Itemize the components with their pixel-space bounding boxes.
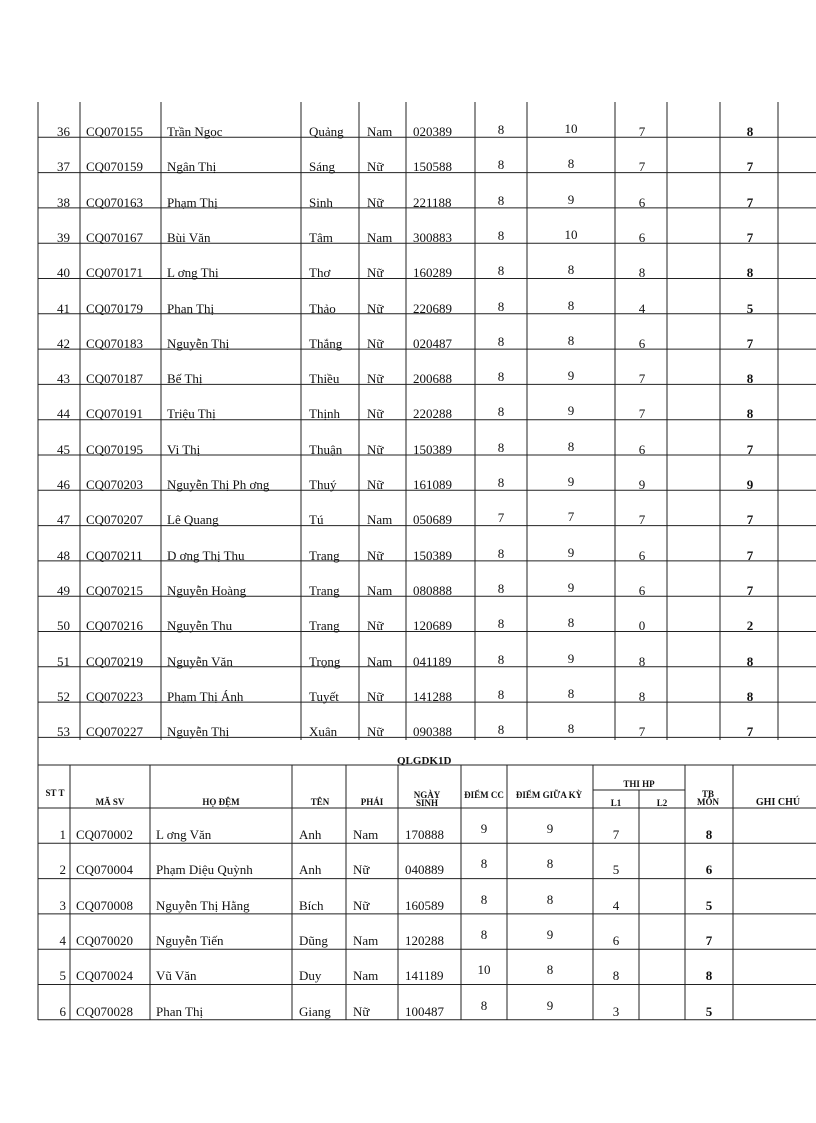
attendance-score: 8: [497, 227, 505, 243]
birth-date: 220288: [413, 406, 452, 422]
attendance-score: 8: [497, 122, 505, 137]
header-stt: ST T: [45, 788, 65, 798]
exam-attempt-1: 6: [638, 194, 646, 210]
exam-attempt-1: 9: [638, 477, 646, 492]
attendance-score: 8: [497, 263, 505, 279]
row-number: 40: [57, 265, 70, 281]
student-id: CQ070179: [86, 300, 144, 316]
student-id: CQ070223: [86, 688, 144, 704]
last-middle-name: Vi Thị: [167, 441, 201, 457]
header-gender: PHÁI: [360, 797, 384, 807]
first-name: Thảo: [309, 300, 336, 316]
average-score: 7: [746, 159, 754, 175]
midterm-score: 8: [567, 615, 575, 631]
average-score: 7: [746, 441, 754, 457]
row-number: 1: [59, 827, 66, 842]
gender: Nữ: [367, 688, 384, 704]
exam-attempt-1: 7: [638, 124, 646, 139]
midterm-score: 9: [567, 474, 575, 489]
birth-date: 220689: [413, 300, 452, 316]
average-score: 5: [705, 1003, 713, 1019]
exam-attempt-1: 5: [612, 862, 620, 878]
gender: Nam: [367, 229, 393, 245]
average-score: 7: [746, 229, 754, 245]
midterm-score: 9: [546, 926, 554, 942]
student-id: CQ070219: [86, 653, 144, 669]
student-id: CQ070171: [86, 265, 144, 281]
row-number: 43: [57, 371, 70, 387]
attendance-score: 8: [497, 369, 505, 385]
last-middle-name: Nguyễn Hoàng: [167, 582, 247, 598]
average-score: 6: [705, 862, 713, 878]
gender: Nữ: [367, 477, 384, 492]
birth-date: 050689: [413, 512, 452, 528]
row-number: 49: [57, 582, 70, 598]
birth-date: 150389: [413, 441, 452, 457]
first-name: Sinh: [309, 194, 333, 210]
header-notes: GHI CHÚ: [755, 797, 801, 808]
last-middle-name: Trần Ngọc: [167, 124, 223, 139]
birth-date: 120689: [413, 618, 452, 634]
header-first-name: TÊN: [310, 797, 330, 807]
birth-date: 300883: [413, 229, 452, 245]
first-name: Tuyết: [309, 688, 339, 704]
first-name: Thiều: [309, 371, 340, 387]
row-number: 46: [57, 477, 70, 492]
student-id: CQ070183: [86, 335, 144, 351]
average-score: 7: [746, 582, 754, 598]
average-score: 7: [746, 335, 754, 351]
exam-attempt-1: 7: [638, 724, 646, 740]
last-middle-name: Nguyễn Thu: [167, 618, 233, 634]
first-name: Thơ: [309, 265, 331, 281]
last-middle-name: Lê Quang: [167, 512, 219, 528]
row-number: 53: [57, 724, 70, 740]
first-name: Thuý: [309, 477, 337, 492]
first-name: Trọng: [309, 653, 341, 669]
midterm-score: 7: [567, 509, 575, 525]
midterm-score: 8: [567, 332, 575, 348]
gender: Nam: [353, 968, 379, 984]
first-name: Trang: [309, 547, 340, 563]
header-midterm-score: ĐIỂM GIỮA KỲ: [515, 790, 583, 800]
attendance-score: 8: [480, 891, 488, 907]
first-name: Anh: [299, 862, 322, 878]
last-middle-name: Nguyễn Thị Ph ơng: [167, 477, 270, 492]
birth-date: 120288: [405, 932, 444, 948]
row-number: 2: [59, 862, 66, 878]
average-score: 8: [705, 827, 713, 842]
row-number: 36: [57, 124, 70, 139]
birth-date: 020389: [413, 124, 452, 139]
row-number: 50: [57, 618, 70, 634]
student-id: CQ070163: [86, 194, 144, 210]
student-id: CQ070028: [76, 1003, 134, 1019]
first-name: Sáng: [309, 159, 335, 175]
attendance-score: 8: [497, 439, 505, 455]
row-number: 6: [59, 1003, 66, 1019]
birth-date: 150588: [413, 159, 452, 175]
average-score: 5: [705, 897, 713, 913]
average-score: 2: [746, 618, 754, 634]
header-last-middle-name: HỌ ĐỆM: [202, 797, 240, 807]
attendance-score: 8: [497, 475, 505, 490]
student-id: CQ070155: [86, 124, 144, 139]
last-middle-name: Phan Thị: [156, 1003, 204, 1019]
row-number: 52: [57, 688, 70, 704]
last-middle-name: Nguyễn Thị Hằng: [156, 897, 250, 913]
student-id: CQ070002: [76, 827, 134, 842]
birth-date: 090388: [413, 724, 452, 740]
first-name: Trang: [309, 618, 340, 634]
first-name: Anh: [299, 827, 322, 842]
birth-date: 200688: [413, 371, 452, 387]
birth-date: 040889: [405, 862, 444, 878]
attendance-score: 8: [497, 333, 505, 349]
exam-attempt-1: 6: [638, 582, 646, 598]
last-middle-name: Nguyễn Văn: [167, 653, 233, 669]
attendance-score: 8: [497, 651, 505, 667]
last-middle-name: Nguyễn Tiến: [156, 932, 224, 948]
birth-date: 041189: [413, 653, 452, 669]
student-id: CQ070020: [76, 932, 134, 948]
gender: Nữ: [367, 159, 384, 175]
birth-date: 221188: [413, 194, 452, 210]
attendance-score: 7: [497, 510, 505, 526]
exam-attempt-1: 8: [612, 968, 620, 984]
row-number: 41: [57, 300, 70, 316]
midterm-score: 8: [546, 962, 554, 978]
midterm-score: 10: [564, 121, 578, 136]
last-middle-name: Vũ Văn: [156, 968, 197, 984]
exam-attempt-1: 8: [638, 653, 646, 669]
average-score: 7: [746, 512, 754, 528]
student-id: CQ070187: [86, 371, 144, 387]
first-name: Quảng: [309, 124, 344, 139]
exam-attempt-1: 6: [638, 335, 646, 351]
header-exam-attempt-2: L2: [656, 798, 668, 808]
gender: Nữ: [353, 1003, 370, 1019]
exam-attempt-1: 3: [612, 1003, 620, 1019]
average-score: 9: [746, 477, 754, 492]
attendance-score: 9: [480, 821, 488, 836]
student-id: CQ070207: [86, 512, 144, 528]
gender: Nữ: [353, 897, 370, 913]
first-name: Dũng: [299, 932, 328, 948]
row-number: 38: [57, 194, 70, 210]
birth-date: 161089: [413, 477, 452, 492]
exam-attempt-1: 7: [638, 406, 646, 422]
average-score: 7: [705, 932, 713, 948]
last-middle-name: Phạm Thị: [167, 194, 218, 210]
exam-attempt-1: 8: [638, 265, 646, 281]
attendance-score: 8: [497, 192, 505, 208]
gender: Nam: [367, 124, 393, 139]
midterm-score: 9: [546, 997, 554, 1013]
gender: Nam: [353, 827, 379, 842]
last-middle-name: Ngân Thị: [167, 159, 217, 175]
midterm-score: 9: [567, 650, 575, 666]
gender: Nam: [367, 582, 393, 598]
exam-attempt-1: 6: [638, 229, 646, 245]
midterm-score: 9: [567, 368, 575, 384]
attendance-score: 10: [477, 962, 491, 978]
birth-date: 160289: [413, 265, 452, 281]
row-number: 47: [57, 512, 70, 528]
average-score: 5: [746, 300, 754, 316]
attendance-score: 8: [480, 997, 488, 1013]
last-middle-name: Phan Thị: [167, 300, 215, 316]
midterm-score: 9: [567, 579, 575, 595]
gender: Nữ: [367, 724, 384, 740]
row-number: 4: [59, 932, 66, 948]
first-name: Thịnh: [309, 406, 341, 422]
exam-attempt-1: 6: [612, 932, 620, 948]
birth-date: 141189: [405, 968, 444, 984]
row-number: 37: [57, 159, 70, 175]
exam-attempt-1: 4: [612, 897, 620, 913]
last-middle-name: Triệu Thị: [167, 406, 216, 422]
midterm-score: 8: [546, 891, 554, 907]
student-id: CQ070216: [86, 618, 144, 634]
attendance-score: 8: [497, 157, 505, 173]
gender: Nữ: [367, 300, 384, 316]
exam-attempt-1: 7: [638, 371, 646, 387]
row-number: 44: [57, 406, 70, 422]
attendance-score: 8: [497, 686, 505, 702]
row-number: 5: [59, 968, 66, 984]
attendance-score: 8: [497, 404, 505, 420]
header-final-exam: THI HP: [623, 779, 655, 789]
gender: Nữ: [367, 547, 384, 563]
first-name: Tú: [309, 512, 324, 528]
midterm-score: 8: [567, 156, 575, 172]
first-name: Xuân: [309, 724, 338, 740]
last-middle-name: Phạm Thị Ánh: [167, 688, 244, 704]
average-score: 7: [746, 724, 754, 740]
student-id: CQ070203: [86, 477, 144, 492]
last-middle-name: Phạm Diệu Quỳnh: [156, 862, 253, 878]
birth-date: 141288: [413, 688, 452, 704]
exam-attempt-1: 7: [612, 827, 620, 842]
average-score: 8: [746, 688, 754, 704]
row-number: 45: [57, 441, 70, 457]
birth-date: 160589: [405, 897, 444, 913]
midterm-score: 9: [567, 544, 575, 560]
midterm-score: 8: [567, 685, 575, 701]
exam-attempt-1: 0: [638, 618, 646, 634]
last-middle-name: L ơng Thị: [167, 265, 219, 281]
attendance-score: 8: [497, 298, 505, 314]
gender: Nam: [367, 512, 393, 528]
birth-date: 020487: [413, 335, 452, 351]
student-id: CQ070211: [86, 547, 143, 563]
last-middle-name: Bùi Văn: [167, 229, 211, 245]
average-score: 8: [705, 968, 713, 984]
last-middle-name: Nguyễn Thị: [167, 335, 230, 351]
attendance-score: 8: [497, 580, 505, 596]
student-id: CQ070215: [86, 582, 144, 598]
row-number: 48: [57, 547, 70, 563]
gender: Nữ: [367, 194, 384, 210]
attendance-score: 8: [497, 616, 505, 632]
class-title: QLGDK1D: [397, 755, 452, 767]
last-middle-name: D ơng Thị Thu: [167, 547, 245, 563]
average-score: 8: [746, 371, 754, 387]
gender: Nữ: [367, 335, 384, 351]
midterm-score: 9: [546, 821, 554, 836]
average-score: 7: [746, 547, 754, 563]
last-middle-name: Bế Thị: [167, 371, 203, 387]
exam-attempt-1: 6: [638, 547, 646, 563]
midterm-score: 8: [546, 856, 554, 872]
last-middle-name: Nguyễn Thị: [167, 724, 230, 740]
last-middle-name: L ơng Văn: [156, 827, 212, 842]
student-id: CQ070227: [86, 724, 144, 740]
gender: Nữ: [367, 618, 384, 634]
student-id: CQ070008: [76, 897, 134, 913]
gender: Nữ: [353, 862, 370, 878]
student-id: CQ070159: [86, 159, 144, 175]
first-name: Tâm: [309, 229, 333, 245]
average-score: 8: [746, 653, 754, 669]
midterm-score: 9: [567, 191, 575, 207]
gender: Nữ: [367, 441, 384, 457]
average-score: 8: [746, 124, 754, 139]
midterm-score: 8: [567, 438, 575, 454]
midterm-score: 10: [564, 226, 578, 242]
gender: Nam: [353, 932, 379, 948]
exam-attempt-1: 6: [638, 441, 646, 457]
gender: Nữ: [367, 406, 384, 422]
gender: Nữ: [367, 371, 384, 387]
student-id: CQ070024: [76, 968, 134, 984]
exam-attempt-1: 7: [638, 512, 646, 528]
header-attendance-score: ĐIỂM CC: [464, 790, 504, 800]
midterm-score: 8: [567, 721, 575, 737]
student-id: CQ070195: [86, 441, 144, 457]
midterm-score: 8: [567, 297, 575, 313]
row-number: 42: [57, 335, 70, 351]
header-exam-attempt-1: L1: [610, 798, 622, 808]
first-name: Thuận: [309, 441, 343, 457]
midterm-score: 9: [567, 403, 575, 419]
first-name: Bích: [299, 897, 324, 913]
first-name: Duy: [299, 968, 322, 984]
attendance-score: 8: [497, 545, 505, 561]
row-number: 3: [59, 897, 66, 913]
header-birth-date: NGÀY SINH: [413, 790, 441, 808]
birth-date: 150389: [413, 547, 452, 563]
row-number: 51: [57, 653, 70, 669]
average-score: 8: [746, 265, 754, 281]
birth-date: 170888: [405, 827, 444, 842]
student-id: CQ070191: [86, 406, 144, 422]
birth-date: 100487: [405, 1003, 444, 1019]
attendance-score: 8: [480, 926, 488, 942]
header-average-score: TB MÔN: [697, 789, 719, 807]
exam-attempt-1: 7: [638, 159, 646, 175]
attendance-score: 8: [480, 856, 488, 872]
header-student-id: MÃ SV: [95, 797, 125, 807]
attendance-score: 8: [497, 722, 505, 738]
birth-date: 080888: [413, 582, 452, 598]
average-score: 8: [746, 406, 754, 422]
exam-attempt-1: 4: [638, 300, 646, 316]
student-id: CQ070167: [86, 229, 144, 245]
first-name: Thắng: [309, 335, 343, 351]
student-id: CQ070004: [76, 862, 134, 878]
gender: Nữ: [367, 265, 384, 281]
exam-attempt-1: 8: [638, 688, 646, 704]
first-name: Trang: [309, 582, 340, 598]
gender: Nam: [367, 653, 393, 669]
average-score: 7: [746, 194, 754, 210]
row-number: 39: [57, 229, 70, 245]
first-name: Giang: [299, 1003, 331, 1019]
midterm-score: 8: [567, 262, 575, 278]
